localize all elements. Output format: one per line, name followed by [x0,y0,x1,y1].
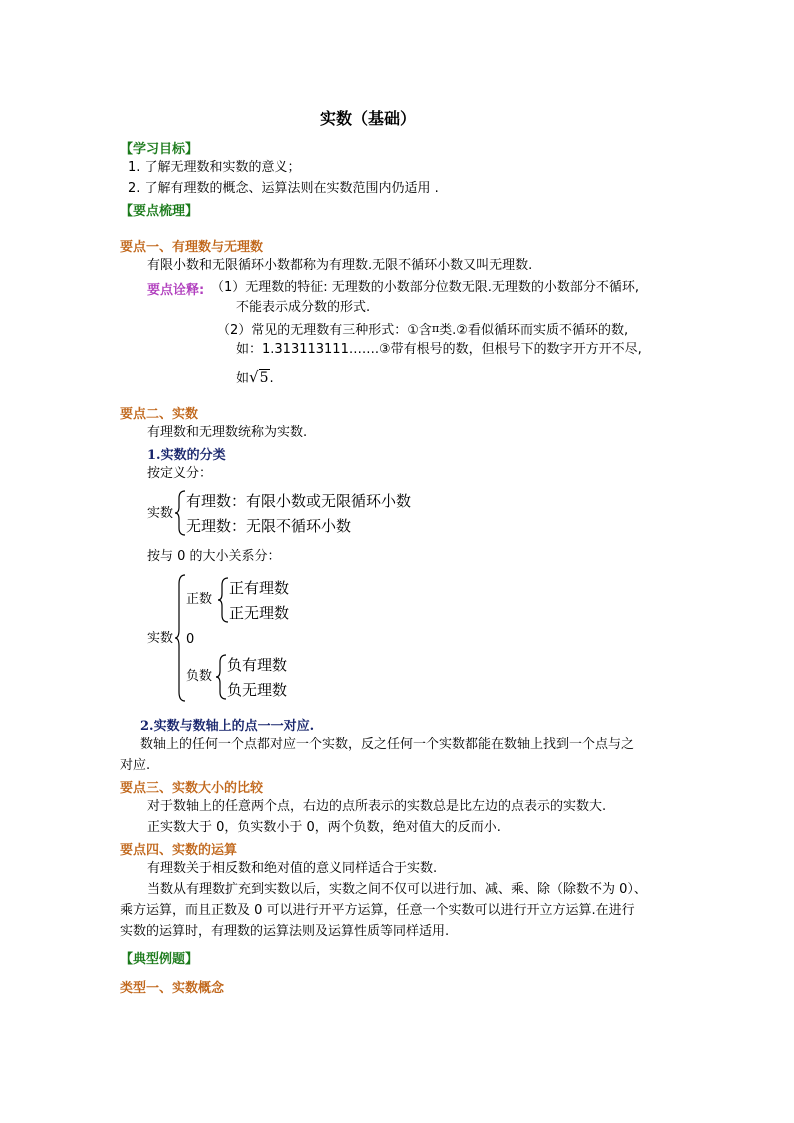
sqrt-sign: √ [249,368,259,386]
goal-item: 1. 了解无理数和实数的意义； [128,160,301,175]
point4-heading: 要点四、实数的运算 [120,843,238,858]
point2-heading: 要点二、实数 [120,407,199,422]
point3-line2: 正实数大于 0，负实数小于 0，两个负数，绝对值大的反而小. [147,820,501,835]
point3-line1: 对于数轴上的任意两个点，右边的点所表示的实数总是比左边的点表示的实数大. [147,799,607,814]
point1-text: 有限小数和无限循环小数都称为有理数.无限不循环小数又叫无理数. [147,258,533,273]
number-line-text-2: 对应. [120,758,151,773]
zero-label: 0 [186,632,195,647]
size-brace [174,574,186,702]
point2-text: 有理数和无理数统称为实数. [147,425,308,440]
negative-rational: 负有理数 [227,656,288,674]
point1-heading: 要点一、有理数与无理数 [120,240,264,255]
page-title: 实数（基础） [320,109,417,128]
positive-brace [217,577,229,623]
negative-brace [215,654,227,700]
sqrt-radicand: 5 [259,370,269,386]
note2-line3-b: . [269,371,274,386]
positive-label: 正数 [186,592,213,607]
note2-line2: 如：1.313113111…….③带有根号的数，但根号下的数字开方开不尽, [236,342,642,357]
pi-symbol: π [431,322,440,335]
note2-line1-a: （2）常见的无理数有三种形式：①含 [217,323,432,338]
def-brace [174,490,186,536]
point4-line2: 当数从有理数扩充到实数以后，实数之间不仅可以进行加、减、乘、除（除数不为 0）、 [147,882,647,897]
negative-label: 负数 [186,669,213,684]
def-item-irrational: 无理数：无限不循环小数 [186,517,352,535]
point4-line4: 实数的运算时，有理数的运算法则及运算性质等同样适用. [120,924,450,939]
note-label: 要点诠释: [147,283,205,298]
points-header: 【要点梳理】 [120,204,199,219]
number-line-text-1: 数轴上的任何一个点都对应一个实数，反之任何一个实数都能在数轴上找到一个点与之 [140,737,635,752]
def-root-label: 实数 [147,506,174,521]
examples-header: 【典型例题】 [120,952,199,967]
note1-line1: （1）无理数的特征: 无理数的小数部分位数无限.无理数的小数部分不循环, [211,280,640,295]
note2-line3-a: 如 [236,371,250,386]
size-root-label: 实数 [147,631,174,646]
classification-subheading: 1.实数的分类 [147,448,226,463]
note2-line3 [236,369,274,387]
point4-line1: 有理数关于相反数和绝对值的意义同样适合于实数. [147,861,438,876]
def-item-rational: 有理数：有限小数或无限循环小数 [186,492,412,510]
by-size-label: 按与 0 的大小关系分： [147,549,281,564]
note1-line2: 不能表示成分数的形式. [236,300,371,315]
goals-header: 【学习目标】 [120,142,199,157]
number-line-subheading: 2.实数与数轴上的点一一对应. [140,719,315,734]
type1-heading: 类型一、实数概念 [120,981,225,996]
point4-line3: 乘方运算，而且正数及 0 可以进行开平方运算，任意一个实数可以进行开立方运算.在进行 [120,903,635,918]
positive-rational: 正有理数 [229,579,290,597]
goal-item: 2. 了解有理数的概念、运算法则在实数范围内仍适用 . [128,181,439,196]
note2-line1-b: 类.②看似循环而实质不循环的数, [439,323,629,338]
negative-irrational: 负无理数 [227,681,288,699]
positive-irrational: 正无理数 [229,604,290,622]
note2-line1 [217,320,628,339]
point3-heading: 要点三、实数大小的比较 [120,781,264,796]
by-definition-label: 按定义分： [147,466,213,481]
